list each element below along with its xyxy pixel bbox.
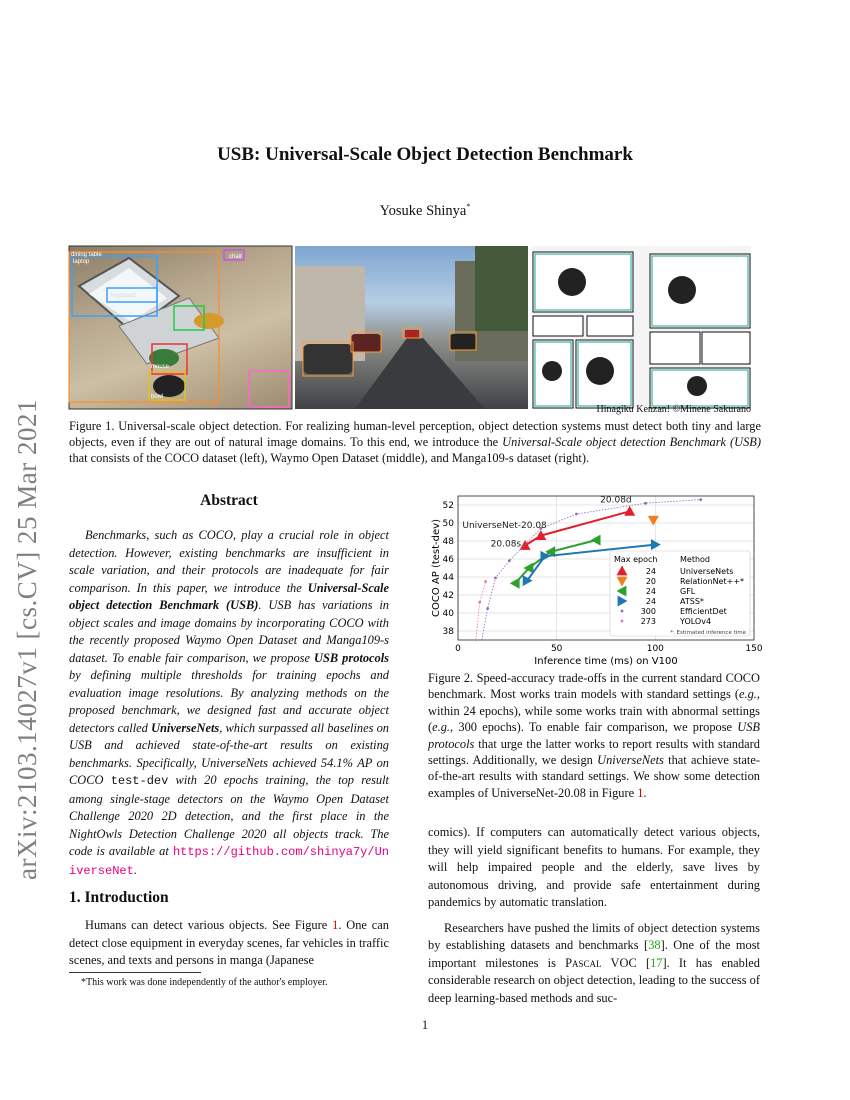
- fig2-cap-6: .: [643, 785, 647, 800]
- abstract-code-test-dev: test-dev: [110, 774, 169, 788]
- legend-marker-efficientdet: [621, 610, 624, 613]
- figure-1-reference[interactable]: 1: [332, 918, 339, 932]
- y-tick-label: 46: [442, 555, 454, 565]
- waymo-image: [295, 246, 528, 409]
- label-dining-table: dining table: [71, 252, 102, 258]
- figure-1-caption-emphasis: Universal-Scale object detection Benchmark (USB): [502, 435, 761, 449]
- data-point-yolov4: [474, 639, 477, 642]
- right-p2-voc: VOC [: [601, 955, 651, 970]
- data-point-efficientdet: [508, 559, 511, 562]
- coco-image: [69, 246, 292, 409]
- figure-1-caption-text: Figure 1. Universal-scale object detection. For realizing human-level perception, object detection systems must detect both tiny and large objects, even if they are out of natural image domains. To this end, we introduce the: [69, 419, 761, 449]
- y-tick-label: 50: [442, 519, 454, 529]
- figure-1-caption: [69, 418, 761, 466]
- github-link[interactable]: https://github.com/shinya7y/UniverseNet: [69, 845, 389, 878]
- legend-method: RelationNet++*: [680, 577, 745, 586]
- legend-method: GFL: [680, 587, 696, 596]
- y-axis-label: COCO AP (test-dev): [431, 519, 442, 617]
- fig2-cap-1: Figure 2. Speed-accuracy trade-offs in the current standard COCO benchmark. Most works train models with standard settings (: [428, 671, 760, 702]
- pascal-smallcaps: Pascal: [565, 955, 602, 970]
- figure-1-caption-tail: that consists of the COCO dataset (left), Waymo Open Dataset (middle), and Manga109-s dataset (right).: [69, 451, 590, 465]
- abstract-body: [69, 527, 389, 880]
- abstract-text-5: with 20 epochs training, the top result among single-stage detectors on the Waymo Open Dataset Challenge 2020 2D detection, and the first place in the NightOwls Detection Challenge 2020 all objects track. The code is available at: [69, 773, 389, 858]
- y-tick-label: 42: [442, 591, 454, 601]
- paper-title: USB: Universal-Scale Object Detection Benchmark: [217, 144, 633, 165]
- figure-1-credit: Hinagiku Kenzan! ©Minene Sakurano: [596, 404, 751, 415]
- y-tick-label: 52: [442, 501, 454, 511]
- abstract-text-3: by defining multiple thresholds for training epochs and evaluation image resolutions. By analyzing methods on the proposed benchmark, we designed fast and accurate object detectors called: [69, 668, 389, 735]
- x-tick-label: 0: [455, 644, 461, 654]
- arxiv-identifier-text: arXiv:2103.14027v1 [cs.CV] 25 Mar 2021: [12, 399, 42, 880]
- label-bowl: bowl: [151, 394, 164, 400]
- legend-epoch: 24: [645, 567, 656, 576]
- legend-method: YOLOv4: [680, 617, 712, 626]
- fig2-cap-3: , 300 epochs). To enable fair comparison, we propose: [450, 720, 738, 735]
- abstract-text-4: , which surpassed all baselines on USB and achieved state-of-the-art results on existing benchmarks. Specifically, UniverseNets achieved 54.1% AP on COCO: [69, 720, 390, 787]
- label-keyboard: keyboard: [111, 293, 136, 299]
- data-point-efficientdet: [644, 502, 647, 505]
- figure-2-caption: [428, 670, 760, 801]
- right-paragraph-2: [428, 920, 760, 1008]
- intro-text-2: . One can detect close equipment in everyday scenes, far vehicles in traffic scenes, and texts and persons in manga (Japanese: [69, 918, 389, 967]
- annotation-label: 20.08d: [600, 495, 632, 506]
- y-tick-label: 38: [442, 627, 454, 637]
- y-tick-label: 48: [442, 537, 454, 547]
- footnote: *This work was done independently of the author's employer.: [81, 977, 328, 988]
- legend-epoch: 20: [645, 577, 656, 586]
- legend-method: ATSS*: [680, 597, 704, 606]
- author-footnote-mark: *: [466, 202, 471, 211]
- figure-1: [69, 246, 751, 414]
- data-point-yolov4: [484, 580, 487, 583]
- x-axis-label: Inference time (ms) on V100: [534, 656, 678, 667]
- legend-epoch: 24: [645, 587, 656, 596]
- data-point-efficientdet: [494, 577, 497, 580]
- abstract-bold-protocols: USB protocols: [314, 650, 389, 665]
- manga-image: [532, 246, 751, 409]
- legend-method: EfficientDet: [680, 607, 727, 616]
- fig2-cap-eg-2: e.g.: [432, 720, 451, 735]
- citation-17[interactable]: 17: [650, 955, 663, 970]
- fig2-cap-4: that urge the latter works to report results with standard settings. Additionally, we design: [428, 736, 760, 768]
- coco-scene: [69, 246, 292, 409]
- abstract-text-1: Benchmarks, such as COCO, play a crucial role in object detection. However, existing benchmarks are insufficient in scale variation, and their protocols are inadequate for fair comparison. In this paper, we introduce the: [69, 528, 389, 595]
- right-p2-text-3: ]. It has enabled considerable research on object detection, leading to the success of deep learning-based methods and suc-: [428, 955, 760, 1005]
- data-point-efficientdet: [699, 498, 702, 501]
- author-line: [0, 202, 850, 220]
- legend-header-epoch: Max epoch: [614, 555, 658, 564]
- legend-epoch: 24: [645, 597, 656, 606]
- legend-marker-yolov4: [621, 620, 624, 623]
- fig2-cap-usb-protocols: USB protocols: [428, 720, 760, 751]
- x-tick-label: 100: [646, 644, 664, 654]
- annotation-label: UniverseNet-20.08: [462, 520, 547, 531]
- label-mouse: mouse: [151, 364, 170, 370]
- y-tick-label: 40: [442, 609, 454, 619]
- legend-header-method: Method: [680, 555, 711, 564]
- figure-2: [428, 492, 763, 668]
- right-p2-text-2: ]. One of the most important milestones is: [428, 938, 760, 970]
- intro-text-1: Humans can detect various objects. See Figure: [85, 918, 333, 932]
- author-name: Yosuke Shinya: [379, 202, 467, 219]
- x-tick-label: 50: [550, 644, 563, 654]
- citation-38[interactable]: 38: [648, 938, 661, 952]
- abstract-heading: Abstract: [200, 492, 258, 509]
- data-point-yolov4: [478, 601, 481, 604]
- abstract-bold-usb: Universal-Scale object detection Benchmark (USB): [69, 580, 389, 612]
- data-point-efficientdet: [486, 607, 489, 610]
- label-laptop: laptop: [73, 259, 90, 265]
- fig2-figure-1-reference[interactable]: 1: [637, 785, 644, 800]
- abstract-text-2: . USB has variations in object scales and image domains by incorporating COCO with the recently proposed Waymo Open Dataset and Manga109-s dataset. To enable fair comparison, we propose: [69, 598, 389, 665]
- annotation-label: 20.08s: [490, 539, 522, 550]
- legend-note: *: Estimated inference time: [670, 630, 746, 636]
- speed-accuracy-chart: [428, 492, 763, 668]
- fig2-cap-universenets: UniverseNets: [597, 753, 664, 768]
- right-paragraph-1: comics). If computers can automatically detect various objects, they will yield significant benefits to humans. For example, they will help impaired people and the elderly, save lives by autonomous driving, and provide safe entertainment during pandemics by automatic translation.: [428, 825, 760, 909]
- label-chair: chair: [229, 254, 243, 260]
- legend-epoch: 273: [640, 617, 656, 626]
- waymo-scene: [295, 246, 528, 409]
- right-column-body: [428, 824, 760, 1007]
- right-p2-text-1: Researchers have pushed the limits of object detection systems by establishing datasets and benchmarks [: [428, 920, 760, 952]
- abstract-text-6: .: [133, 862, 137, 877]
- legend-epoch: 300: [640, 607, 656, 616]
- y-tick-label: 44: [442, 573, 454, 583]
- footnote-rule: [69, 972, 201, 973]
- abstract-bold-universenets: UniverseNets: [151, 720, 220, 735]
- x-tick-label: 150: [745, 644, 763, 654]
- introduction-body: [69, 917, 389, 970]
- legend-method: UniverseNets: [680, 567, 734, 576]
- fig2-cap-5: that achieve state-of-the-art results with standard settings. We show some detection examples of UniverseNet-20.08 in Figure: [428, 753, 760, 800]
- data-point-efficientdet: [575, 513, 578, 516]
- fig2-cap-eg-1: e.g.: [739, 687, 757, 702]
- introduction-heading: 1. Introduction: [69, 889, 169, 906]
- fig2-cap-2: , within 24 epochs), while some works train with abnormal settings (: [428, 687, 760, 735]
- manga-scene: [532, 246, 751, 409]
- page-number: 1: [421, 1018, 429, 1032]
